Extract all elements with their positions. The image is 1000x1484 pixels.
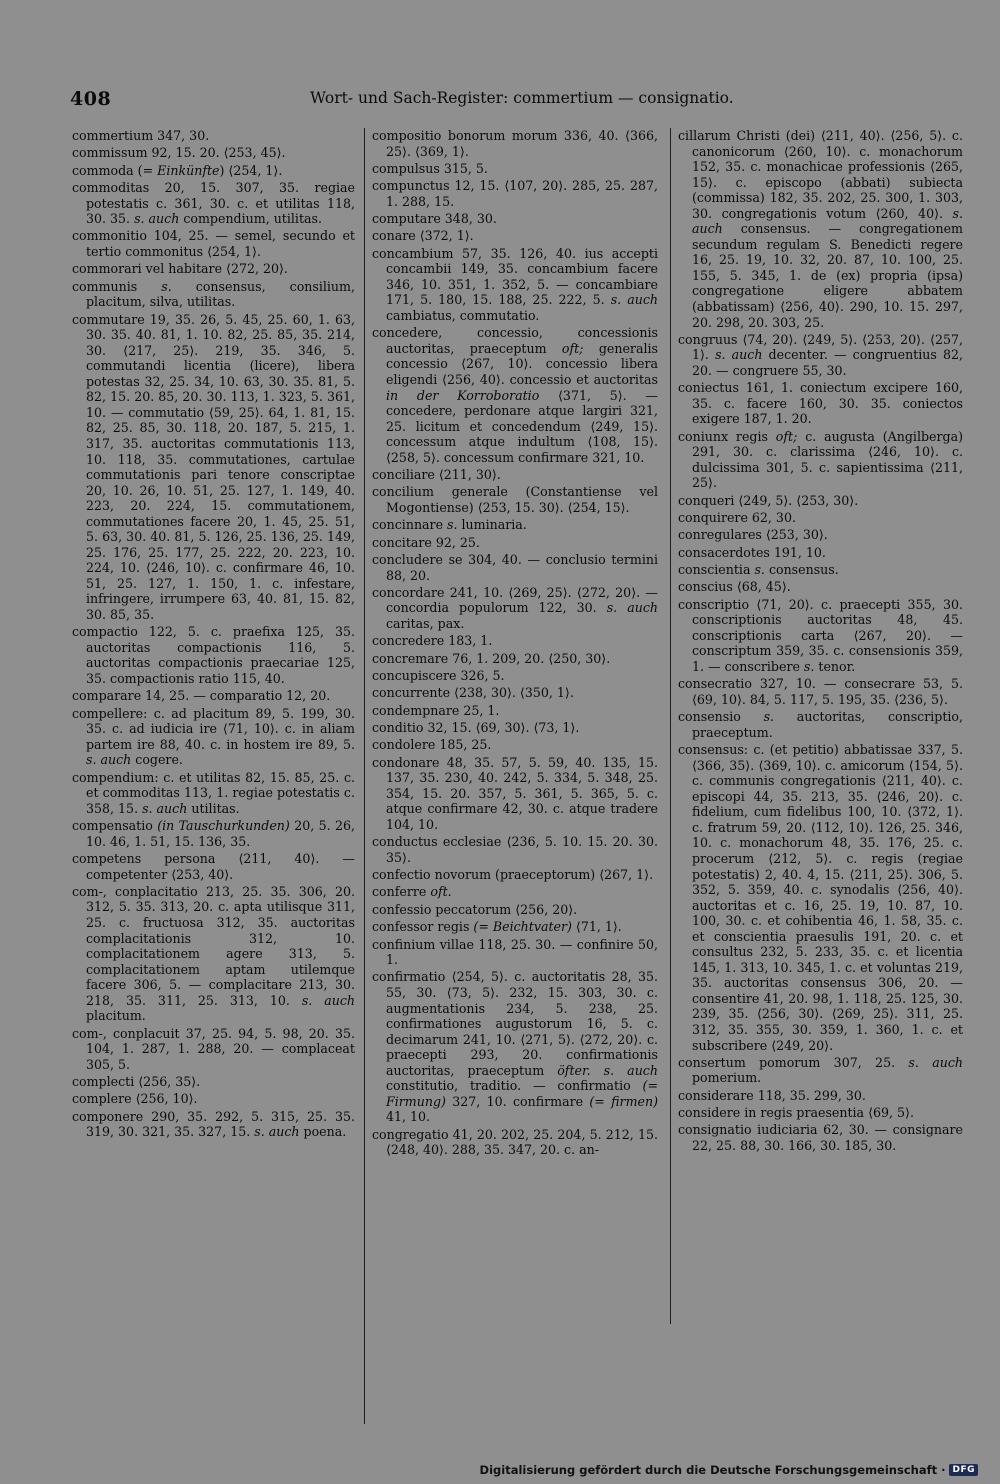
index-entry [372, 211, 658, 227]
index-entry [678, 562, 963, 578]
entry-text: conscriptio ⟨71, 20⟩. c. praecepti 355, 30. conscriptionis auctoritas 48, 45. conscriptionis carta ⟨267, 20⟩. — conscriptum 359, 35. c. consensionis 359, 1. — conscribere [678, 596, 963, 675]
entry-text: commutare 19, 35. 26, 5. 45, 25. 60, 1. 63, 30. 35. 40. 81, 1. 10. 82, 25. 85, 35. 214, 30. ⟨217, 25⟩. 219, 35. 346, 5. commutandi licentia (licere), libera potestas 32, 25. 34, 10. 63, 30. 35. 81, 5. 82, 15. 20. 85, 20. 30. 113, 1. 323, 5. 361, 10. — commutatio ⟨59, 25⟩. 64, 1. 81, 15. 82, 25. 85, 30. 118, 20. 187, 5. 215, 1. 317, 35. auctoritas commutationis 113, 10. 118, 35. commutationes, cartulae commutationis pari tenore conscriptae 20, 10. 26, 10. 51, 25. 127, 1. 149, 40. 223, 20. 224, 15. commutationem, commutationes facere 20, 1. 45, 25. 51, 5. 63, 30. 40. 81, 5. 126, 25. 136, 25. 149, 25. 176, 25. 177, 25. 222, 20. 223, 10. 224, 10. ⟨246, 10⟩. c. confirmare 46, 10. 51, 25. 127, 1. 150, 1. c. infestare, infringere, irrumpere 63, 40. 81, 15. 82, 30. 85, 35. [72, 311, 355, 622]
entry-text: comparare 14, 25. — comparatio 12, 20. [72, 688, 331, 704]
index-entry [372, 919, 658, 935]
entry-text: consensus. — congregationem secundum regulam S. Benedicti regere 16, 25. 19, 10. 32, 20. 87, 10. 100, 25. 155, 5. 345, 1. de (ex) propria (ipsa) congregatione eligere abbatem (abbatissam) ⟨256, 40⟩. 290, 10. 15. 297, 20. 298, 20. 303, 25. [692, 221, 963, 330]
index-entry [372, 228, 658, 244]
index-entry [372, 651, 658, 667]
index-entry [372, 969, 658, 1124]
entry-text: concedere, concessio, concessionis auctoritas, praeceptum [372, 325, 658, 356]
entry-text: computare 348, 30. [372, 211, 497, 227]
index-column-2 [372, 128, 658, 1160]
entry-text: conscius ⟨68, 45⟩. [678, 579, 791, 595]
index-entry [72, 1109, 355, 1140]
entry-text: commonitio 104, 25. — semel, secundo et tertio commonitus ⟨254, 1⟩. [72, 228, 355, 260]
entry-text: cambiatus, commutatio. [386, 308, 540, 323]
entry-text: compendium: c. et utilitas 82, 15. 85, 25. c. et commoditas 113, 1. regiae potestatis c. 358, 15. [72, 769, 355, 816]
entry-text: consertum pomorum 307, 25. [678, 1054, 909, 1070]
index-entry [678, 128, 963, 330]
index-entry [372, 685, 658, 701]
index-entry [372, 517, 658, 533]
entry-text: considerare 118, 35. 299, 30. [678, 1087, 866, 1103]
entry-text: compellere: c. ad placitum 89, 5. 199, 30. 35. c. ad iudicia ire ⟨71, 10⟩. c. in aliam partem ire 88, 40. c. in hostem ire 89, 5. [72, 705, 355, 752]
entry-text: tenor. [814, 659, 856, 675]
entry-text: concambium 57, 35. 126, 40. ius accepti concambii 149, 35. concambium facere 346, 10. 351, 1. 352, 5. — concambiare 171, 5. 180, 15. 188, 25. 222, 5. [372, 245, 658, 308]
entry-text: coniunx regis [678, 428, 776, 444]
index-entry [372, 552, 658, 583]
entry-text: commertium 347, 30. [72, 128, 210, 143]
entry-text: generalis concessio ⟨267, 10⟩. concessio libera eligendi ⟨256, 40⟩. concessio et auctoritas [386, 340, 658, 387]
entry-italic-text: in der Korroboratio [386, 387, 540, 403]
index-entry [72, 180, 355, 227]
entry-text: consensus. [764, 562, 839, 578]
index-entry [372, 467, 658, 483]
entry-text: c. augusta (Angilberga) 291, 30. c. clarissima ⟨246, 10⟩. c. dulcissima 301, 5. c. sapientissima ⟨211, 25⟩. [692, 428, 963, 491]
entry-text: conregulares ⟨253, 30⟩. [678, 527, 828, 543]
index-entry [678, 597, 963, 675]
entry-italic-text: s. [754, 562, 765, 578]
entry-italic-text: s. auch [692, 205, 963, 237]
entry-text [591, 1063, 604, 1078]
entry-text: compunctus 12, 15. ⟨107, 20⟩. 285, 25. 287, 1. 288, 15. [372, 178, 658, 209]
entry-italic-text: öfter. [557, 1062, 591, 1078]
index-entry [72, 228, 355, 259]
entry-italic-text: = Einkünfte [142, 162, 220, 178]
index-entry [678, 1088, 963, 1104]
entry-italic-text: oft; [775, 428, 798, 444]
index-entry [678, 1122, 963, 1153]
entry-text: concitare 92, 25. [372, 534, 480, 550]
entry-text: conscientia [678, 562, 755, 578]
entry-text: decenter. — congruentius 82, 20. — congruere 55, 30. [692, 347, 963, 378]
index-entry [678, 493, 963, 509]
entry-text: consecratio 327, 10. — consecrare 53, 5. ⟨69, 10⟩. 84, 5. 117, 5. 195, 35. ⟨236, 5⟩. [678, 676, 963, 707]
entry-text: concordare 241, 10. ⟨269, 25⟩. ⟨272, 20⟩. — concordia populorum 122, 30. [372, 584, 658, 616]
entry-text: consacerdotes 191, 10. [678, 544, 826, 560]
index-entry [372, 884, 658, 900]
entry-text: congregatio 41, 20. 202, 25. 204, 5. 212, 15. ⟨248, 40⟩. 288, 35. 347, 20. c. an- [372, 1126, 658, 1158]
entry-text: poena. [299, 1124, 347, 1140]
column-rule-left [364, 128, 365, 1424]
index-entry [678, 709, 963, 740]
entry-italic-text: s. auch [254, 1124, 300, 1140]
index-entry [372, 178, 658, 209]
index-entry [372, 834, 658, 865]
index-entry [72, 312, 355, 623]
index-entry [372, 325, 658, 465]
entry-text: concremare 76, 1. 209, 20. ⟨250, 30⟩. [372, 650, 611, 666]
entry-text: conare ⟨372, 1⟩. [372, 228, 474, 244]
entry-text: confinium villae 118, 25. 30. — confinire 50, 1. [372, 936, 658, 968]
index-entry [372, 484, 658, 515]
entry-text: 327, 10. confirmare [445, 1093, 590, 1109]
footer-text: Digitalisierung gefördert durch die Deutsche Forschungsgemeinschaft · [479, 1463, 946, 1477]
index-entry [72, 688, 355, 704]
entry-italic-text: s. auch [908, 1054, 963, 1070]
index-entry [72, 1026, 355, 1073]
index-entry [72, 163, 355, 179]
index-entry [678, 380, 963, 427]
index-entry [678, 510, 963, 526]
index-entry [678, 527, 963, 543]
entry-text: concredere 183, 1. [372, 633, 493, 649]
entry-text: concurrente ⟨238, 30⟩. ⟨350, 1⟩. [372, 685, 574, 701]
entry-text: com-, conplacitatio 213, 25. 35. 306, 20. 312, 5. 35. 313, 20. c. apta utilisque 311, 25. c. fructuosa 312, 35. auctoritas complacitationis 312, 10. complacitationem agere 313, 5. complacitationem aptam utilemque facere 306, 5. — complacitare 213, 30. 218, 35. 311, 25. 313, 10. [72, 883, 355, 1008]
entry-text: compositio bonorum morum 336, 40. ⟨366, 25⟩. ⟨369, 1⟩. [372, 128, 658, 159]
index-entry [678, 676, 963, 707]
entry-italic-text: s. auch [715, 347, 763, 363]
entry-text: ⟨371, 5⟩. — concedere, perdonare atque largiri 321, 25. licitum et concedendum ⟨249, 15⟩. concessum atque indultum ⟨108, 15⟩. ⟨258, 5⟩. concessum confirmare 321, 10. [386, 387, 658, 465]
entry-text: consignatio iudiciaria 62, 30. — consignare 22, 25. 88, 30. 166, 30. 185, 30. [678, 1122, 963, 1153]
entry-text: concinnare [372, 517, 448, 533]
entry-text: placitum. [86, 1008, 146, 1024]
entry-italic-text: s. auch [86, 752, 132, 768]
entry-text: cogere. [131, 752, 183, 768]
running-title: Wort- und Sach-Register: commertium — consignatio. [310, 89, 734, 107]
dfg-logo-icon: DFG [949, 1464, 978, 1476]
entry-text: coniectus 161, 1. coniectum excipere 160, 35. c. facere 160, 30. 35. coniectos exigere 187, 1. 20. [678, 380, 963, 427]
entry-text: concilium generale (Constantiense vel Mogontiense) ⟨253, 15. 30⟩. ⟨254, 15⟩. [372, 484, 658, 515]
index-entry [72, 624, 355, 686]
index-entry [678, 1055, 963, 1086]
entry-text: commorari vel habitare ⟨272, 20⟩. [72, 261, 288, 277]
entry-text: conciliare ⟨211, 30⟩. [372, 467, 501, 483]
index-entry [72, 128, 355, 144]
entry-text: condonare 48, 35. 57, 5. 59, 40. 135, 15. 137, 35. 230, 40. 242, 5. 334, 5. 348, 25. 354, 15. 20. 357, 5. 361, 5. 365, 5. c. atque confirmare 42, 30. c. atque tradere 104, 10. [372, 754, 658, 832]
entry-text: caritas, pax. [386, 615, 465, 631]
index-entry [72, 884, 355, 1024]
index-entry [372, 902, 658, 918]
index-entry [72, 261, 355, 277]
entry-text: concupiscere 326, 5. [372, 668, 505, 683]
index-entry [72, 770, 355, 817]
entry-italic-text: (= Firmung) [386, 1078, 658, 1109]
index-entry [72, 818, 355, 849]
index-entry [372, 161, 658, 177]
entry-text: complecti ⟨256, 35⟩. [72, 1074, 201, 1090]
entry-text: complere ⟨256, 10⟩. [72, 1091, 198, 1107]
index-entry [372, 867, 658, 883]
entry-text: 20, 5. 26, 10. 46, 1. 51, 15. 136, 35. [86, 818, 355, 849]
entry-text: compendium, utilitas. [179, 211, 322, 227]
index-entry [678, 545, 963, 561]
entry-italic-text: s. auch [606, 600, 658, 616]
entry-text: competens persona ⟨211, 40⟩. — competenter ⟨253, 40⟩. [72, 850, 355, 882]
entry-text: confirmatio ⟨254, 5⟩. c. auctoritatis 28, 35. 55, 30. ⟨73, 5⟩. 232, 15. 303, 30. c. augmentationis 234, 5. 238, 25. confirmationes augustorum 16, 5. c. decimarum 241, 10. ⟨271, 5⟩. ⟨272, 20⟩. c. praecepti 293, 20. confirmationis auctoritas, praeceptum [372, 969, 658, 1078]
index-entry [372, 633, 658, 649]
index-entry [72, 279, 355, 310]
entry-text: confectio novorum (praeceptorum) ⟨267, 1⟩. [372, 867, 654, 883]
entry-text: compulsus 315, 5. [372, 160, 488, 176]
entry-italic-text: s. [447, 517, 458, 533]
entry-italic-text: s. [161, 278, 172, 294]
index-entry [372, 128, 658, 159]
entry-text: considere in regis praesentia ⟨69, 5⟩. [678, 1105, 914, 1121]
entry-text: consensus, consilium, placitum, silva, utilitas. [86, 278, 355, 310]
entry-text: concludere se 304, 40. — conclusio termini 88, 20. [372, 551, 658, 583]
index-entry [72, 1091, 355, 1107]
entry-italic-text: oft; [561, 340, 584, 356]
page-header [70, 88, 920, 112]
entry-text: consensio [678, 709, 764, 725]
entry-italic-text: s. [763, 709, 775, 725]
entry-text: ⟨71, 1⟩. [571, 919, 622, 935]
entry-italic-text: s. auch [142, 800, 188, 816]
index-entry [72, 851, 355, 882]
index-entry [678, 429, 963, 491]
index-entry [678, 579, 963, 595]
entry-text: condolere 185, 25. [372, 737, 492, 753]
index-entry [678, 332, 963, 379]
index-entry [372, 755, 658, 833]
entry-italic-text: s. auch [603, 1062, 658, 1078]
entry-text: conquirere 62, 30. [678, 510, 796, 526]
entry-text: 41, 10. [386, 1109, 431, 1125]
entry-text: compactio 122, 5. c. praefixa 125, 35. auctoritas compactionis 116, 5. auctoritas compactionis praecariae 125, 35. compactionis ratio 115, 40. [72, 624, 355, 686]
entry-text: commoditas 20, 15. 307, 35. regiae potestatis c. 361, 30. c. et utilitas 118, 30. 35. [72, 180, 355, 227]
entry-italic-text: (= firmen) [589, 1093, 658, 1109]
index-entry [372, 720, 658, 736]
entry-italic-text: oft. [430, 884, 452, 900]
column-rule-right [670, 128, 671, 1324]
entry-text: condempnare 25, 1. [372, 702, 500, 718]
index-entry [372, 1127, 658, 1158]
index-entry [72, 1074, 355, 1090]
entry-text: constitutio, traditio. — confirmatio [386, 1078, 643, 1094]
index-entry [372, 937, 658, 968]
entry-text: ) ⟨254, 1⟩. [219, 162, 283, 178]
index-entry [372, 668, 658, 684]
index-column-3 [678, 128, 963, 1155]
entry-text: confessor regis [372, 919, 474, 935]
index-entry [678, 742, 963, 1053]
entry-text: com-, conplacuit 37, 25. 94, 5. 98, 20. 35. 104, 1. 287, 1. 288, 20. — complaceat 305, 5. [72, 1025, 355, 1072]
entry-text: conferre [372, 884, 431, 900]
entry-text: consensus: c. (et petitio) abbatissae 337, 5. ⟨366, 35⟩. ⟨369, 10⟩. c. amicorum ⟨154, 5⟩. c. communis congregationis ⟨211, 40⟩. c. episcopi 44, 35. 213, 35. ⟨246, 20⟩. c. fidelium, cum fidelibus 100, 10. ⟨372, 1⟩. c. fratrum 59, 20. ⟨112, 10⟩. 126, 25. 346, 10. c. monachorum 48, 35. 176, 25. c. procerum ⟨212, 5⟩. c. regis (regiae potestatis) 2, 40. 4, 15. ⟨211, 25⟩. 306, 5. 352, 5. 359, 40. c. synodalis ⟨256, 40⟩. auctoritas et c. 16, 25. 19, 10. 87, 10. 100, 30. c. et cohibentia 46, 1. 58, 35. c. et conscientia praesulis 191, 20. c. et consultus 232, 5. 233, 35. c. et licentia 145, 1. 313, 10. 345, 1. c. et voluntas 219, 35. auctoritas consensus 306, 20. — consentire 41, 20. 98, 1. 118, 25. 125, 30. 239, 35. ⟨256, 30⟩. ⟨269, 25⟩. 311, 25. 312, 35. 355, 30. 359, 1. 360, 1. c. et subscribere ⟨249, 20⟩. [678, 742, 963, 1053]
entry-text: commoda ( [72, 162, 143, 178]
index-entry [372, 585, 658, 632]
entry-italic-text: s. auch [610, 292, 658, 308]
entry-italic-text: (= Beichtvater) [473, 919, 572, 935]
entry-text: compensatio [72, 818, 158, 834]
entry-text: conditio 32, 15. ⟨69, 30⟩. ⟨73, 1⟩. [372, 720, 580, 736]
entry-text: commissum 92, 15. 20. ⟨253, 45⟩. [72, 145, 286, 161]
entry-text: conductus ecclesiae ⟨236, 5. 10. 15. 20. 30. 35⟩. [372, 834, 658, 865]
entry-text: cillarum Christi (dei) ⟨211, 40⟩. ⟨256, 5⟩. c. canonicorum ⟨260, 10⟩. c. monachorum 152, 35. c. monachicae professionis ⟨265, 15⟩. c. episcopo (abbati) subiecta (commissa) 182, 35. 202, 25. 300, 1. 303, 30. congregationis votum ⟨260, 40⟩. [678, 128, 963, 221]
entry-italic-text: s. auch [301, 992, 355, 1008]
entry-text: congruus ⟨74, 20⟩. ⟨249, 5⟩. ⟨253, 20⟩. ⟨257, 1⟩. [678, 331, 963, 363]
entry-text: utilitas. [187, 800, 240, 816]
entry-text: luminaria. [457, 517, 527, 533]
index-column-1 [72, 128, 355, 1142]
footer-credit [480, 1463, 978, 1477]
entry-text: communis [72, 278, 162, 294]
entry-text: auctoritas, conscriptio, praeceptum. [692, 709, 963, 740]
index-entry [678, 1105, 963, 1121]
index-entry [372, 535, 658, 551]
entry-text: pomerium. [692, 1070, 762, 1086]
entry-italic-text: (in Tauschurkunden) [157, 818, 290, 834]
entry-italic-text: s. [803, 659, 815, 675]
index-entry [372, 246, 658, 324]
index-entry [372, 703, 658, 719]
index-entry [372, 737, 658, 753]
entry-text: componere 290, 35. 292, 5. 315, 25. 35. 319, 30. 321, 35. 327, 15. [72, 1108, 355, 1140]
index-entry [72, 706, 355, 768]
entry-italic-text: s. auch [134, 211, 180, 227]
index-entry [72, 145, 355, 161]
entry-text: confessio peccatorum ⟨256, 20⟩. [372, 901, 578, 917]
page-number: 408 [70, 88, 112, 110]
entry-text: conqueri ⟨249, 5⟩. ⟨253, 30⟩. [678, 492, 859, 508]
